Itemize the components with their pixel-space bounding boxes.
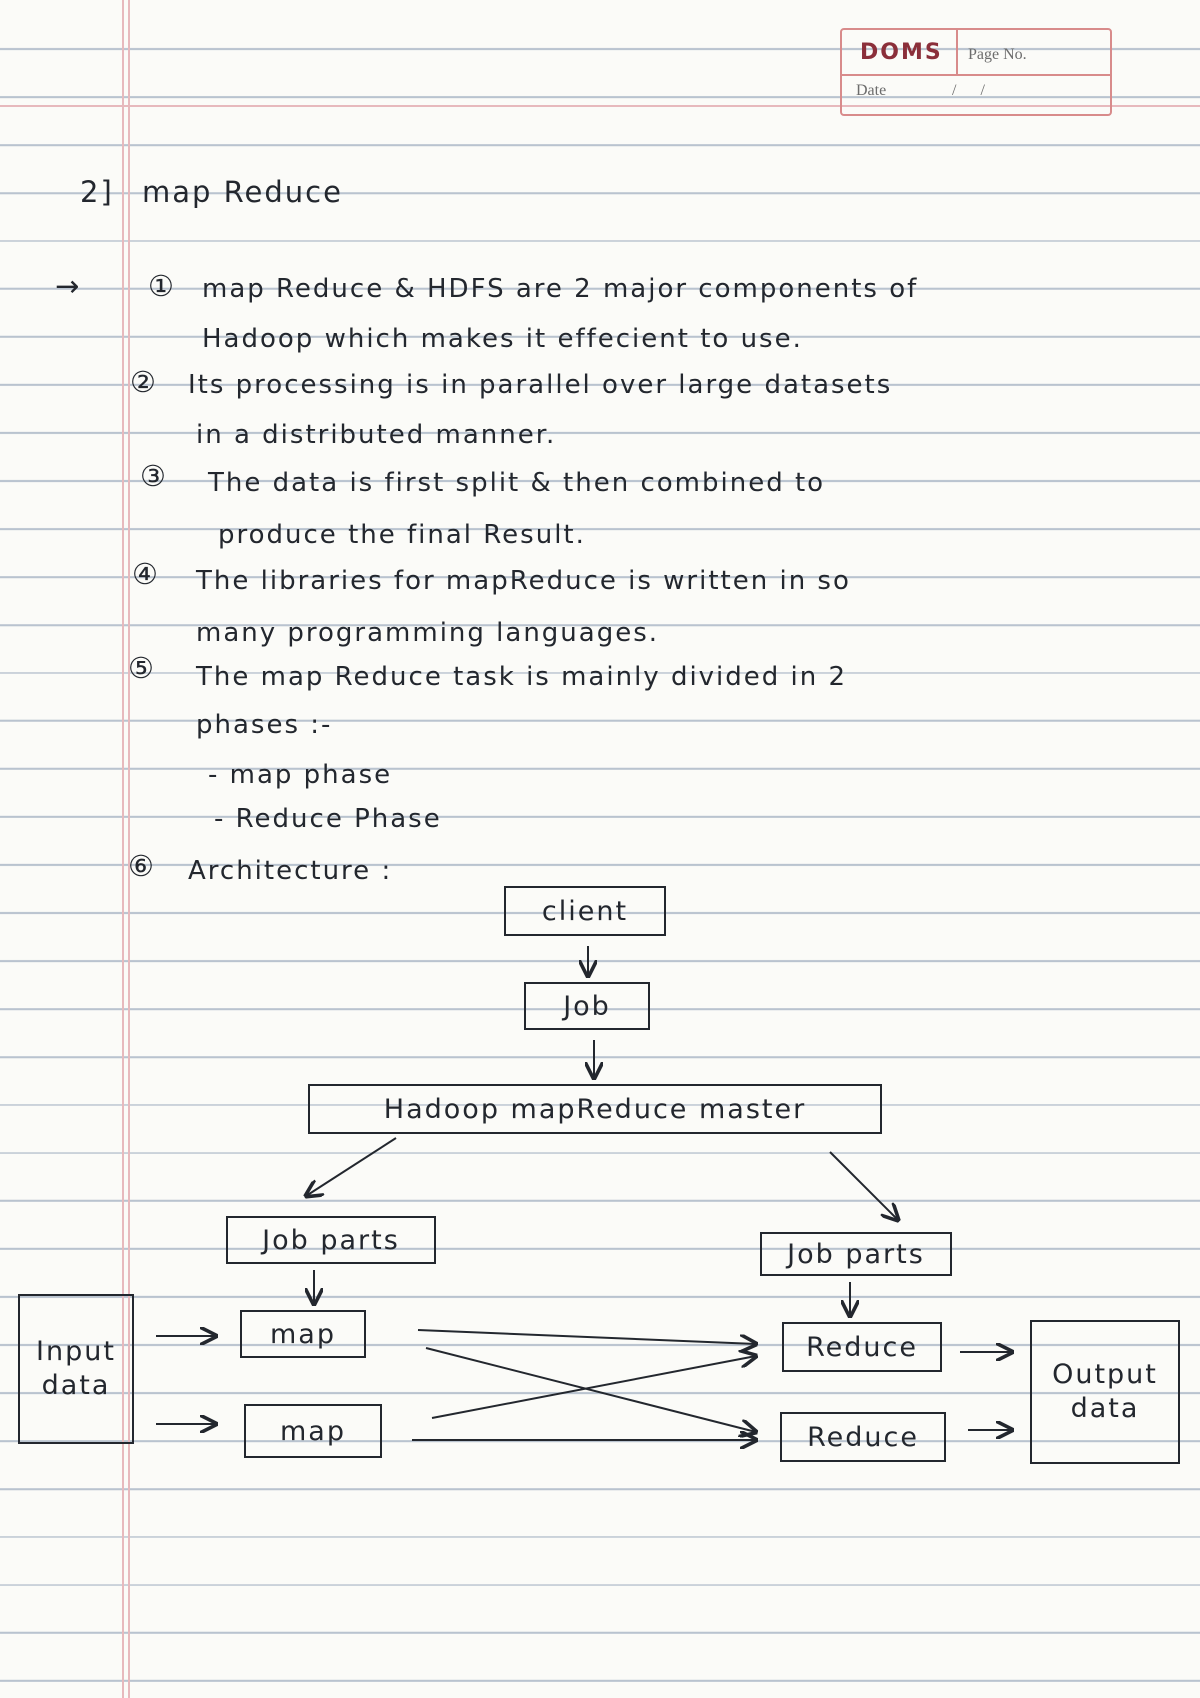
point-number: ④ — [132, 557, 160, 591]
job-parts-left-box: Job parts — [226, 1216, 436, 1264]
reduce-box: Reduce — [782, 1322, 942, 1372]
point-line: Its processing is in parallel over large datasets — [188, 370, 893, 400]
point-line: The map Reduce task is mainly divided in 2 — [196, 662, 848, 692]
point-line: phases :- — [196, 710, 333, 740]
client-box: client — [504, 886, 666, 936]
point-number: ② — [130, 365, 158, 399]
output-data-box: Output data — [1030, 1320, 1180, 1464]
arrow-map-to-reduce-cross — [432, 1356, 756, 1418]
arrow-map-to-reduce — [418, 1330, 756, 1344]
arrow-master-to-jobparts-left — [306, 1138, 396, 1196]
brand-logo: DOMS — [860, 40, 943, 65]
point-line: Hadoop which makes it effecient to use. — [202, 324, 803, 354]
job-box: Job — [524, 982, 650, 1030]
point-number: ③ — [140, 459, 168, 493]
reduce-box: Reduce — [780, 1412, 946, 1462]
hadoop-mapreduce-master-box: Hadoop mapReduce master — [308, 1084, 882, 1134]
page-no-label: Page No. — [968, 46, 1027, 63]
point-line: many programming languages. — [196, 618, 660, 648]
point-number: ⑤ — [128, 651, 156, 685]
job-parts-right-box: Job parts — [760, 1232, 952, 1276]
phase-item: - Reduce Phase — [214, 804, 442, 834]
point-line: in a distributed manner. — [196, 420, 557, 450]
map-box: map — [240, 1310, 366, 1358]
section-title: map Reduce — [142, 175, 343, 209]
bullet-arrow-icon: → — [55, 269, 82, 303]
input-data-box: Input data — [18, 1294, 134, 1444]
point-line: The data is first split & then combined to — [208, 468, 826, 498]
map-box: map — [244, 1404, 382, 1458]
point-number: ⑥ — [128, 849, 156, 883]
point-line: map Reduce & HDFS are 2 major components of — [202, 274, 919, 304]
arrow-master-to-jobparts-right — [830, 1152, 898, 1220]
point-line: The libraries for mapReduce is written in so — [196, 566, 851, 596]
arrow-map-to-reduce-cross — [426, 1348, 756, 1432]
date-slashes: / / — [952, 82, 985, 99]
point-number: ① — [148, 269, 176, 303]
phase-item: - map phase — [208, 760, 393, 790]
section-number: 2] — [80, 175, 114, 209]
architecture-label: Architecture : — [188, 856, 393, 886]
date-label: Date — [856, 82, 887, 99]
point-line: produce the final Result. — [218, 520, 586, 550]
